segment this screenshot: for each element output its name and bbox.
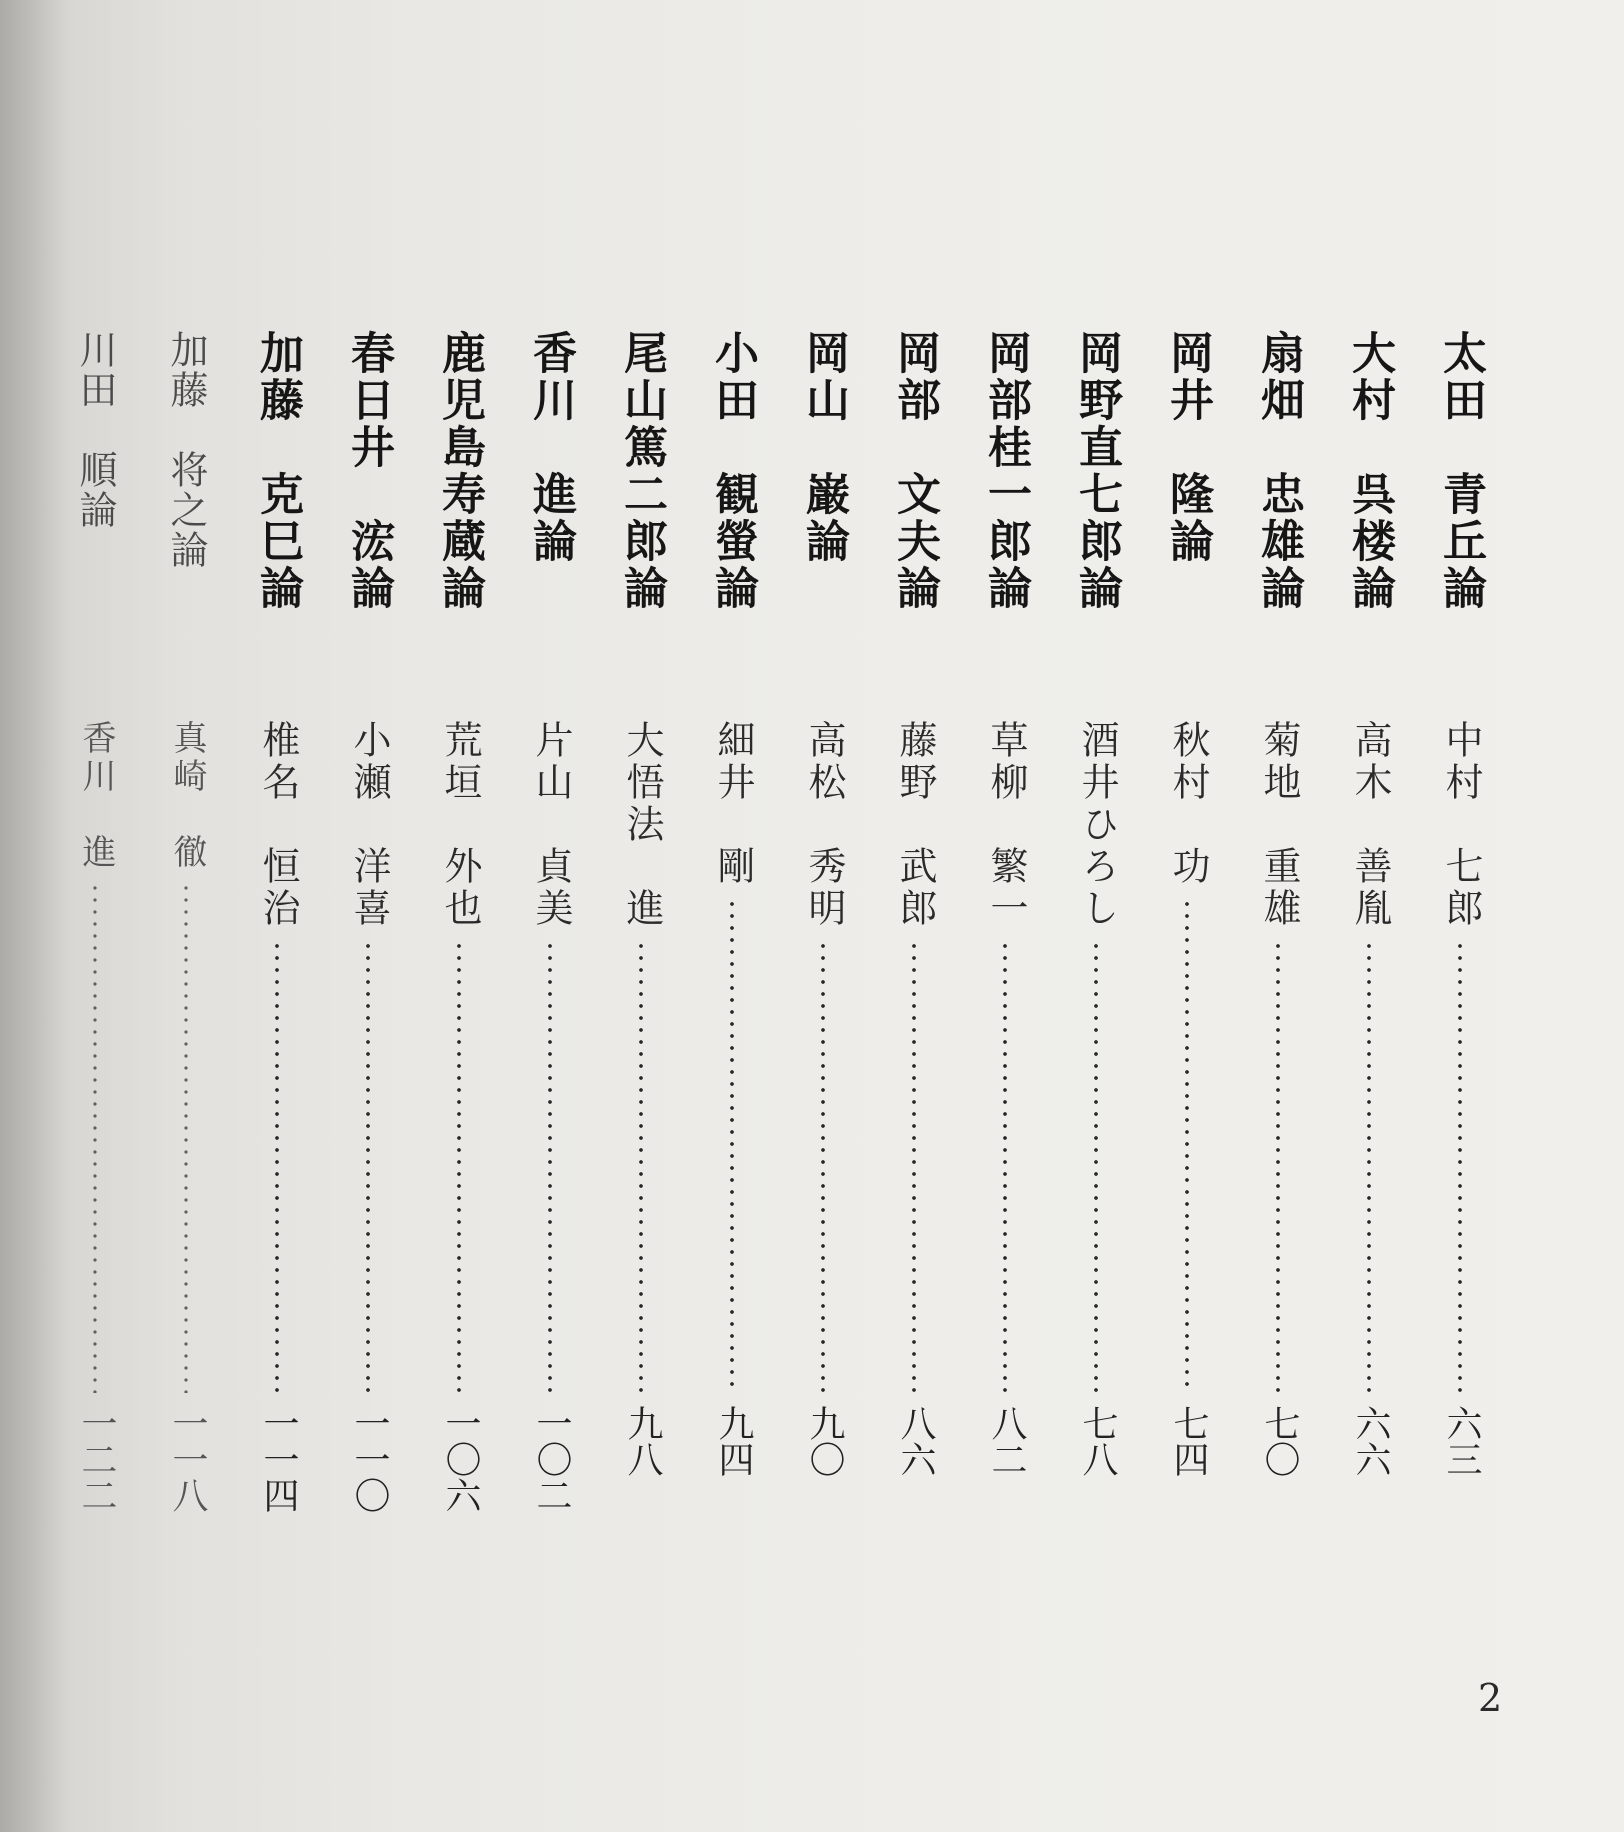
author-name: 細井 剛 [711,720,755,888]
page-number: 九〇 [804,1405,845,1477]
page-number: 一一八 [167,1405,208,1513]
dot-leader [730,898,734,1393]
essay-title: 大村 呉楼論 [1344,330,1395,612]
essay-title: 尾山篤二郎論 [616,330,667,612]
book-gutter-shadow [0,0,70,1832]
toc-entry [1430,0,1490,1832]
dot-leader [275,940,279,1393]
essay-title: 岡部 文夫論 [889,330,940,612]
dot-leader [366,940,370,1393]
essay-title: 春日井 浤論 [343,330,394,612]
page-number: 一〇二 [531,1405,572,1513]
dot-leader [639,940,643,1393]
page-number: 一一四 [258,1405,299,1513]
toc-entry [65,0,125,1832]
page-number: 九八 [622,1405,663,1477]
toc-entry [884,0,944,1832]
page-number: 六三 [1441,1405,1482,1477]
author-name: 香川 進 [76,720,116,872]
page-folio: 2 [1478,1676,1503,1720]
page-number: 九四 [713,1405,754,1477]
dot-leader [457,940,461,1393]
essay-title: 岡部桂一郎論 [980,330,1031,612]
dot-leader [912,940,916,1393]
toc-entry [338,0,398,1832]
essay-title: 岡井 隆論 [1162,330,1213,565]
dot-leader [548,940,552,1393]
essay-title: 鹿児島寿蔵論 [434,330,485,612]
author-name: 椎名 恒治 [256,720,300,930]
dot-leader [93,882,97,1393]
author-name: 秋村 功 [1166,720,1210,888]
dot-leader [1185,898,1189,1393]
page-number: 八二 [986,1405,1027,1477]
dot-leader [1367,940,1371,1393]
toc-entry [1157,0,1217,1832]
author-name: 酒井ひろし [1075,720,1119,930]
toc-entry [1339,0,1399,1832]
toc-entry [429,0,489,1832]
page-number: 一一〇 [349,1405,390,1513]
toc-entry [520,0,580,1832]
author-name: 片山 貞美 [529,720,573,930]
essay-title: 加藤 将之論 [164,330,208,570]
page-number: 六六 [1350,1405,1391,1477]
dot-leader [184,882,188,1393]
toc-entry [1248,0,1308,1832]
dot-leader [1003,940,1007,1393]
essay-title: 岡山 巌論 [798,330,849,565]
author-name: 荒垣 外也 [438,720,482,930]
essay-title: 扇畑 忠雄論 [1253,330,1304,612]
essay-title: 川田 順論 [73,330,117,530]
dot-leader [1094,940,1098,1393]
essay-title: 岡野直七郎論 [1071,330,1122,612]
page-number: 一〇六 [440,1405,481,1513]
toc-entry [1066,0,1126,1832]
essay-title: 太田 青丘論 [1435,330,1486,612]
toc-entry [793,0,853,1832]
dot-leader [1276,940,1280,1393]
essay-title: 加藤 克巳論 [252,330,303,612]
page-number: 七〇 [1259,1405,1300,1477]
author-name: 大悟法 進 [620,720,664,930]
author-name: 高木 善胤 [1348,720,1392,930]
author-name: 真崎 徹 [167,720,207,872]
dot-leader [821,940,825,1393]
author-name: 小瀬 洋喜 [347,720,391,930]
dot-leader [1458,940,1462,1393]
author-name: 菊地 重雄 [1257,720,1301,930]
toc-entry [975,0,1035,1832]
page-number: 一二二 [76,1405,117,1513]
toc-entry [702,0,762,1832]
author-name: 藤野 武郎 [893,720,937,930]
essay-title: 小田 観螢論 [707,330,758,612]
toc-entry [156,0,216,1832]
author-name: 高松 秀明 [802,720,846,930]
author-name: 中村 七郎 [1439,720,1483,930]
page-number: 八六 [895,1405,936,1477]
toc-entry [611,0,671,1832]
author-name: 草柳 繁一 [984,720,1028,930]
essay-title: 香川 進論 [525,330,576,565]
toc-entry [247,0,307,1832]
page-number: 七八 [1077,1405,1118,1477]
page-number: 七四 [1168,1405,1209,1477]
